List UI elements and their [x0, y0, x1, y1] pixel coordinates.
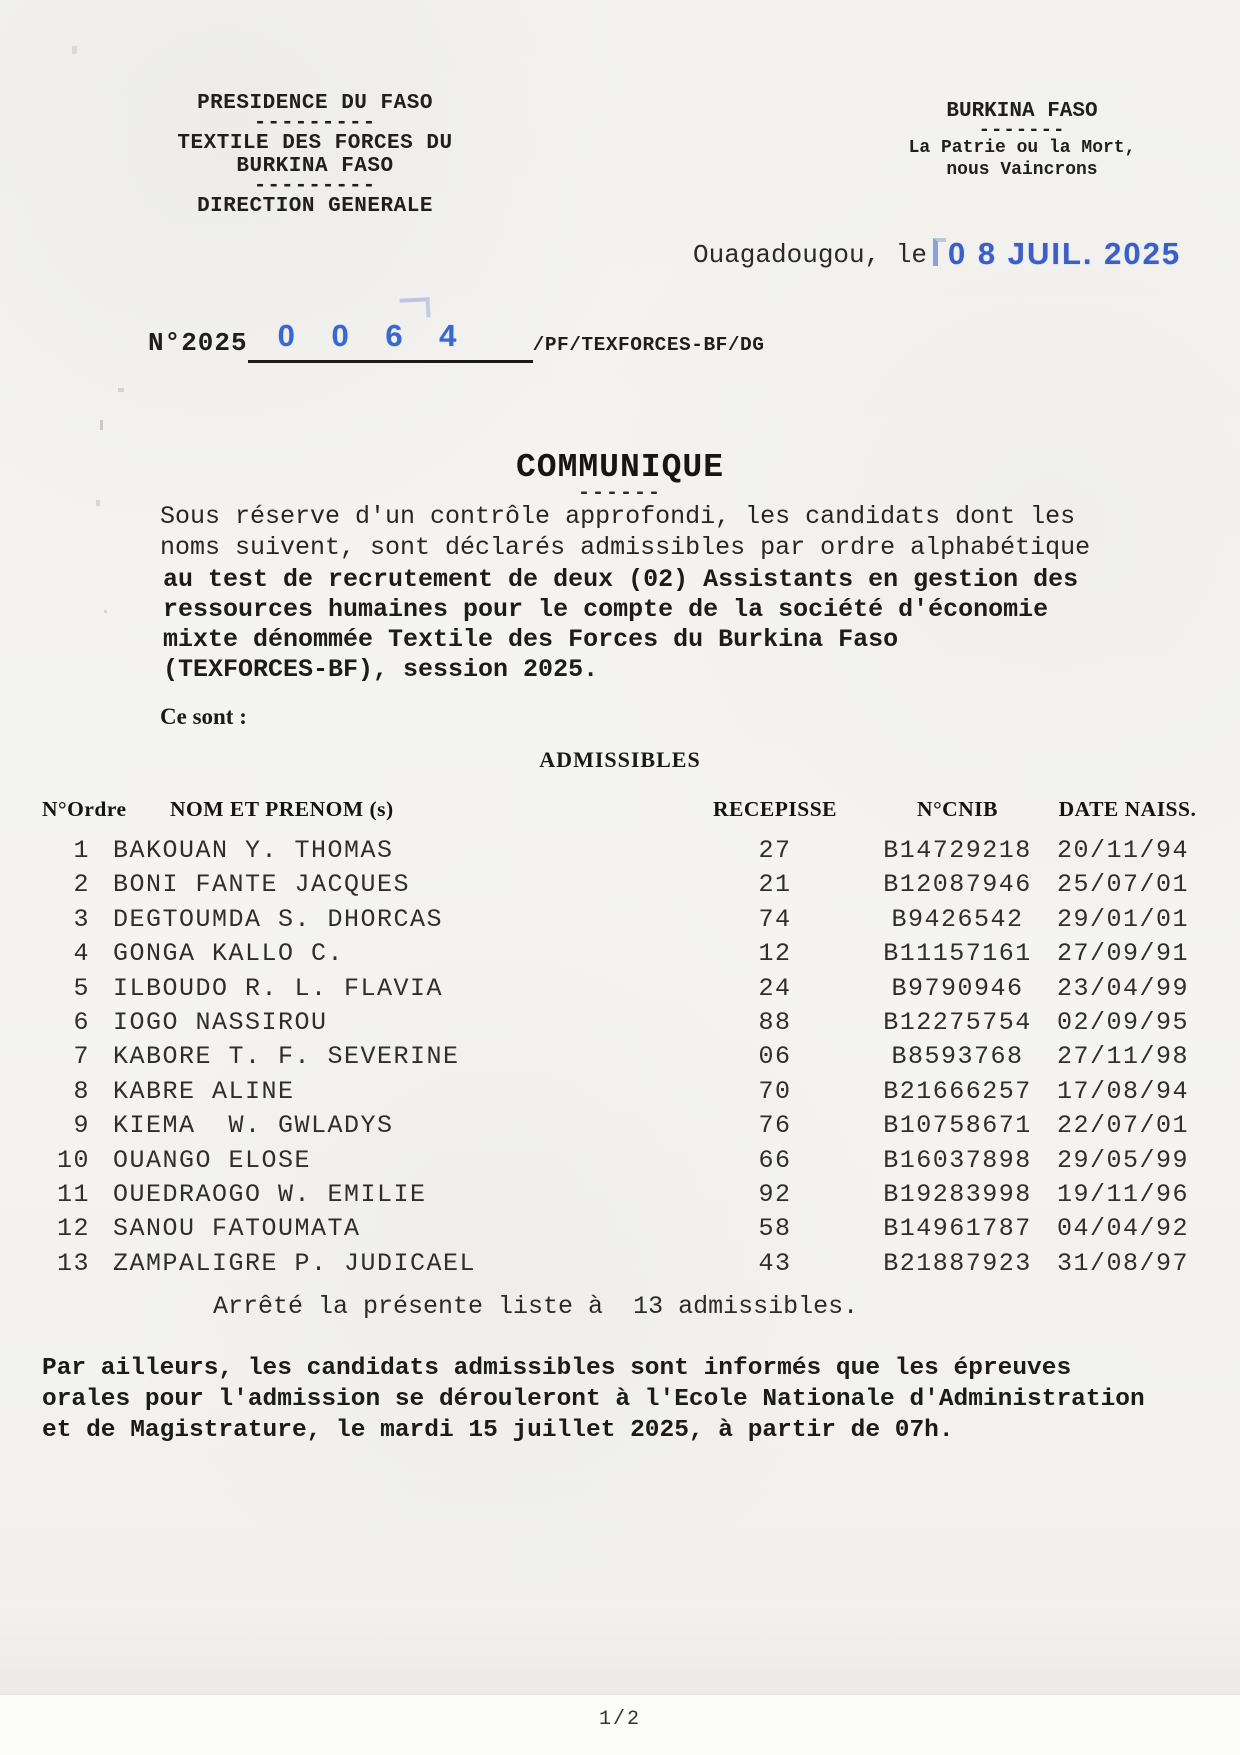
cnib-value: B21666257	[883, 1076, 1032, 1106]
row-number: 9	[73, 1111, 90, 1141]
birthdate-value: 25/07/01	[1056, 870, 1190, 900]
cnib-value: B9790946	[891, 973, 1024, 1003]
stamp-smudge-artifact	[399, 297, 430, 319]
country-name: BURKINA FASO	[946, 100, 1098, 123]
motto-line2: nous Vaincrons	[946, 160, 1098, 180]
cnib-value: B10758671	[883, 1111, 1032, 1141]
title-block	[0, 449, 1240, 505]
birthdate-value: 22/07/01	[1056, 1111, 1190, 1141]
table-header-row	[0, 797, 1240, 827]
row-number: 10	[56, 1145, 90, 1175]
table-row	[0, 1008, 1240, 1042]
admissibles-heading: ADMISSIBLES	[539, 747, 701, 772]
cnib-value: B19283998	[883, 1180, 1032, 1209]
table-row	[0, 974, 1240, 1008]
intro-line: Sous réserve d'un contrôle approfondi, les candidats dont les	[160, 502, 1076, 531]
recruitment-line: (TEXFORCES-BF), session 2025.	[163, 655, 599, 684]
scan-speck	[100, 420, 103, 430]
title-underline: ------	[577, 482, 662, 505]
recepisse-value: 21	[758, 870, 792, 900]
scan-speck	[72, 46, 77, 54]
candidate-name: DEGTOUMDA S. DHORCAS	[113, 904, 444, 934]
birthdate-value: 31/08/97	[1056, 1248, 1190, 1278]
reference-suffix: /PF/TEXFORCES-BF/DG	[532, 334, 765, 356]
recepisse-value: 43	[758, 1248, 792, 1278]
recruitment-line: mixte dénommée Textile des Forces du Burkina Faso	[163, 625, 899, 654]
recepisse-value: 58	[758, 1214, 792, 1244]
birthdate-value: 29/01/01	[1056, 904, 1190, 934]
cnib-value: B11157161	[883, 939, 1032, 969]
dateline	[693, 234, 1181, 270]
recepisse-value: 88	[758, 1008, 792, 1037]
birthdate-value: 04/04/92	[1056, 1214, 1190, 1244]
candidate-name: KABRE ALINE	[113, 1076, 295, 1106]
dateline-prefix: Ouagadougou, le	[693, 240, 928, 270]
cnib-value: B12275754	[883, 1008, 1032, 1037]
table-row	[0, 1111, 1240, 1145]
final-line: Par ailleurs, les candidats admissibles sont informés que les épreuves	[42, 1355, 1072, 1382]
letterhead-left	[172, 92, 458, 218]
row-number: 7	[73, 1042, 90, 1072]
row-number: 11	[56, 1180, 90, 1209]
reference-prefix: N°2025	[148, 328, 248, 358]
candidate-name: GONGA KALLO C.	[113, 939, 345, 969]
scan-speck	[96, 500, 100, 506]
row-number: 1	[73, 836, 90, 865]
cnib-value: B14961787	[883, 1214, 1032, 1244]
table-row	[0, 1214, 1240, 1248]
page-number: 1/2	[598, 1708, 641, 1731]
header-no-ordre: N°Ordre	[42, 797, 127, 821]
final-line: et de Magistrature, le mardi 15 juillet 2025, à partir de 07h.	[42, 1417, 954, 1444]
candidate-name: BAKOUAN Y. THOMAS	[113, 836, 394, 865]
row-number: 6	[73, 1008, 90, 1037]
row-number: 3	[73, 904, 90, 934]
row-number: 12	[56, 1214, 90, 1244]
candidate-name: OUANGO ELOSE	[113, 1145, 312, 1175]
final-line: orales pour l'admission se dérouleront à l'Ecole Nationale d'Administration	[42, 1386, 1145, 1413]
motto-line1: La Patrie ou la Mort,	[908, 138, 1136, 158]
birthdate-value: 19/11/96	[1056, 1180, 1190, 1209]
candidate-name: KIEMA W. GWLADYS	[113, 1111, 394, 1141]
letterhead-org-line2: TEXTILE DES FORCES DU	[177, 132, 453, 155]
birthdate-value: 27/11/98	[1056, 1042, 1190, 1072]
document-title: COMMUNIQUE	[515, 449, 725, 486]
table-row	[0, 905, 1240, 939]
cnib-value: B8593768	[891, 1042, 1024, 1072]
reference-number-stamp: 0 0 6 4	[277, 318, 471, 353]
scan-speck	[104, 610, 107, 613]
recepisse-value: 06	[758, 1042, 792, 1072]
birthdate-value: 27/09/91	[1056, 939, 1190, 969]
letterhead-separator: -------	[978, 119, 1066, 141]
row-number: 8	[73, 1076, 90, 1106]
table-row	[0, 1180, 1240, 1214]
intro-paragraph	[160, 502, 1090, 563]
cnib-value: B12087946	[883, 870, 1032, 900]
birthdate-value: 02/09/95	[1056, 1008, 1190, 1037]
recepisse-value: 70	[758, 1076, 792, 1106]
candidate-name: ILBOUDO R. L. FLAVIA	[113, 973, 444, 1003]
row-number: 5	[73, 973, 90, 1003]
letterhead-separator: ---------	[253, 112, 377, 135]
table-row	[0, 1146, 1240, 1180]
header-nom-prenom: NOM ET PRENOM (s)	[170, 797, 394, 821]
header-cnib: N°CNIB	[917, 797, 998, 821]
recepisse-value: 92	[758, 1180, 792, 1209]
recepisse-value: 74	[758, 904, 792, 934]
table-row	[0, 1042, 1240, 1076]
cnib-value: B14729218	[883, 836, 1032, 865]
intro-line: noms suivent, sont déclarés admissibles par ordre alphabétique	[160, 532, 1091, 562]
table-row	[0, 1249, 1240, 1283]
candidate-name: IOGO NASSIROU	[113, 1008, 328, 1037]
date-stamp: 0 8 JUIL. 2025	[933, 236, 1181, 271]
letterhead-org-line3: BURKINA FASO	[236, 155, 394, 178]
birthdate-value: 23/04/99	[1056, 973, 1190, 1003]
cnib-value: B16037898	[883, 1145, 1032, 1175]
letterhead-org-line1: PRESIDENCE DU FASO	[197, 92, 433, 115]
recepisse-value: 24	[758, 973, 792, 1003]
row-number: 4	[73, 939, 90, 969]
birthdate-value: 20/11/94	[1056, 836, 1190, 865]
reference-line	[148, 318, 765, 363]
candidate-name: KABORE T. F. SEVERINE	[113, 1042, 460, 1072]
candidate-name: ZAMPALIGRE P. JUDICAEL	[113, 1248, 477, 1278]
table-row	[0, 939, 1240, 973]
reference-number-underline	[248, 318, 533, 363]
recruitment-line: ressources humaines pour le compte de la société d'économie	[163, 595, 1049, 624]
birthdate-value: 29/05/99	[1056, 1145, 1190, 1175]
recepisse-value: 66	[758, 1145, 792, 1175]
final-paragraph	[42, 1353, 1145, 1446]
recruitment-line: au test de recrutement de deux (02) Assistants en gestion des	[163, 565, 1079, 594]
closing-line: Arrêté la présente liste à 13 admissibles.	[213, 1292, 859, 1321]
candidate-name: OUEDRAOGO W. EMILIE	[113, 1180, 427, 1209]
table-row	[0, 1077, 1240, 1111]
header-date-naiss: DATE NAISS.	[1058, 797, 1197, 821]
ce-sont-label: Ce sont :	[160, 704, 247, 729]
table-row	[0, 836, 1240, 870]
recepisse-value: 76	[758, 1111, 792, 1141]
scan-speck	[118, 388, 124, 392]
letterhead-separator: ---------	[253, 175, 377, 198]
header-recepisse: RECEPISSE	[713, 797, 837, 821]
table-row	[0, 870, 1240, 904]
candidate-name: BONI FANTE JACQUES	[113, 870, 411, 900]
recepisse-value: 27	[758, 836, 792, 865]
candidate-name: SANOU FATOUMATA	[113, 1214, 361, 1244]
recruitment-paragraph	[163, 565, 1078, 685]
recepisse-value: 12	[758, 939, 792, 969]
row-number: 13	[56, 1248, 90, 1278]
row-number: 2	[73, 870, 90, 900]
letterhead-org-line4: DIRECTION GENERALE	[197, 195, 433, 218]
letterhead-right	[872, 100, 1172, 181]
cnib-value: B9426542	[891, 904, 1024, 934]
cnib-value: B21887923	[883, 1248, 1032, 1278]
birthdate-value: 17/08/94	[1056, 1076, 1190, 1106]
scan-shading	[0, 1600, 1240, 1694]
